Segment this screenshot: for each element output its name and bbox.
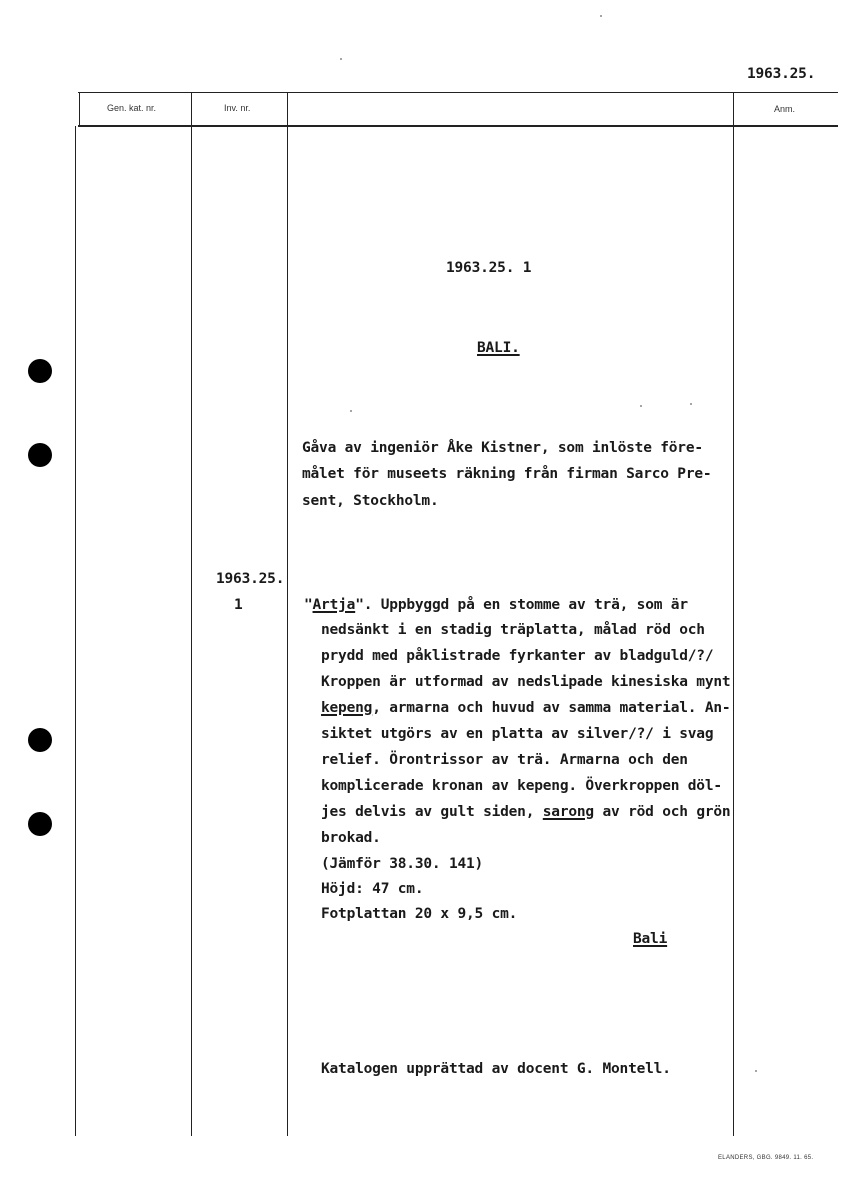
entry-number: 1963.25. 1 <box>446 260 532 276</box>
donation-line: Gåva av ingeniör Åke Kistner, som inlöste före- <box>302 440 703 456</box>
donation-line: sent, Stockholm. <box>302 493 439 509</box>
term-sarong: sarong <box>542 804 594 820</box>
col-header-inv: Inv. nr. <box>224 103 251 113</box>
description-line: komplicerade kronan av kepeng. Överkroppen döl- <box>321 778 722 794</box>
col-header-gen-kat: Gen. kat. nr. <box>107 103 157 113</box>
punch-hole <box>28 443 52 467</box>
description-line: "Artja". Uppbyggd på en stomme av trä, som är <box>304 597 688 613</box>
description-line: nedsänkt i en stadig träplatta, målad röd och <box>321 622 705 638</box>
punch-hole <box>28 728 52 752</box>
column-rule <box>79 92 80 126</box>
description-line: jes delvis av gult siden, sarong av röd och grön <box>321 804 731 820</box>
description-line: kepeng, armarna och huvud av samma material. An- <box>321 700 731 716</box>
height-measurement: Höjd: 47 cm. <box>321 881 424 897</box>
base-measurement: Fotplattan 20 x 9,5 cm. <box>321 906 518 922</box>
header-top-rule <box>78 92 838 93</box>
cataloguer-note: Katalogen upprättad av docent G. Montell. <box>321 1061 671 1077</box>
column-rule <box>733 92 734 1136</box>
printer-mark: ELANDERS, GBG. 9849. 11. 65. <box>718 1155 814 1161</box>
description-line: siktet utgörs av en platta av silver/?/ i svag <box>321 726 714 742</box>
term-artja: Artja <box>312 597 356 613</box>
term-kepeng: kepeng <box>321 700 373 716</box>
description-line: relief. Örontrissor av trä. Armarna och den <box>321 752 688 768</box>
column-rule <box>75 126 76 1136</box>
comparison-reference: (Jämför 38.30. 141) <box>321 856 484 872</box>
description-line: brokad. <box>321 830 381 846</box>
inv-number: 1963.25. <box>216 571 285 587</box>
entry-place-heading: BALI. <box>477 340 520 356</box>
description-line: Kroppen är utformad av nedslipade kinesiska mynt <box>321 674 731 690</box>
punch-hole <box>28 812 52 836</box>
header-bottom-rule <box>78 125 838 127</box>
inv-subnumber: 1 <box>234 597 243 613</box>
column-rule <box>287 92 288 1136</box>
punch-hole <box>28 359 52 383</box>
place-signature: Bali <box>633 931 668 947</box>
col-header-anm: Anm. <box>774 104 796 114</box>
catalog-number: 1963.25. <box>747 66 816 82</box>
donation-line: målet för museets räkning från firman Sarco Pre- <box>302 466 712 482</box>
description-line: prydd med påklistrade fyrkanter av bladguld/?/ <box>321 648 714 664</box>
column-rule <box>191 92 192 1136</box>
